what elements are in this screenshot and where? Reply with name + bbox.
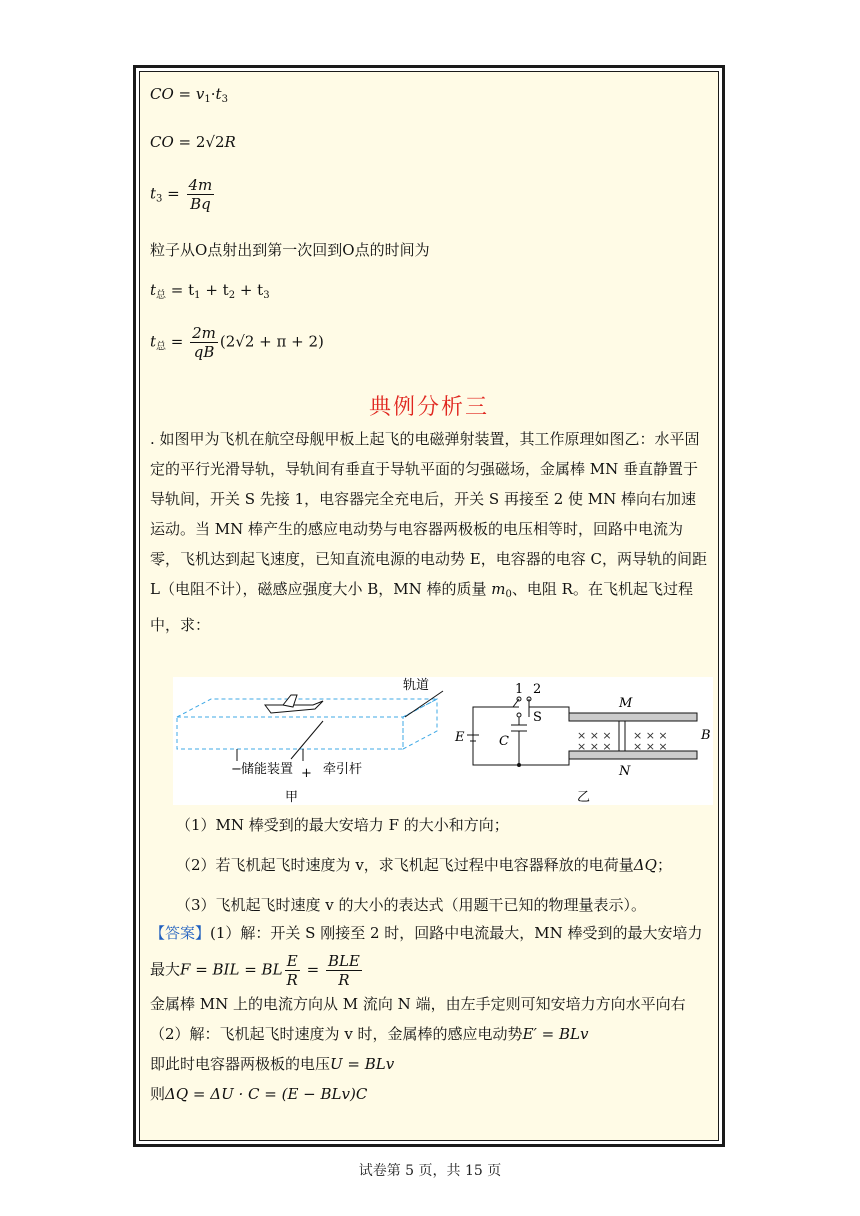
label-plus: + [301, 766, 312, 781]
field-symbols-2: × × × [577, 740, 612, 753]
eq-co-v1t3: CO = $v_1\cdot t_3$ [150, 85, 228, 105]
answer-2: （2）解：飞机起飞时速度为 v 时，金属棒的感应电动势E′ = BLv [150, 1025, 589, 1043]
answer-1-direction: 金属棒 MN 上的电流方向从 M 流向 N 端，由左手定则可知安培力方向水平向右 [150, 995, 686, 1013]
label-2: 2 [533, 682, 542, 697]
problem-text: . 如图甲为飞机在航空母舰甲板上起飞的电磁弹射装置，其工作原理如图乙：水平固定的平行光滑导轨，导轨间有垂直于导轨平面的匀强磁场，金属棒 MN 垂直静置于导轨间，开关 S 先接 1，电容器完全充电后，开关 S 再接至 2 使 MN 棒向右加速运动。当 MN 棒产生的感应电动势与电容器两极板的电压相等时，回路中电流为零，飞机达到起飞速度，已知直流电源的电动势 E，电容器的电容 C，两导轨的间距 L（电阻不计），磁感应强度大小 B，MN 棒的质量 $m_0$、电阻 R。在飞机起飞过程中，求： [150, 430, 707, 634]
answer-1-formula: 最大F = BIL = BL $\frac{E}{R}$ = $\frac{\text{BLE}}{R}$ [150, 952, 360, 989]
question-1: （1）MN 棒受到的最大安培力 F 的大小和方向； [176, 816, 509, 834]
label-minus: − [231, 762, 242, 777]
label-c: C [499, 734, 509, 749]
rod-line [291, 721, 323, 759]
label-n: N [619, 764, 631, 779]
label-b: B [701, 728, 711, 743]
field-symbols-4: × × × [633, 740, 668, 753]
answer-2-charge: 则ΔQ = ΔU · C = (E − BLv)C [150, 1085, 368, 1103]
eq-t-total: $t_总 = t_1 + t_2 + t_3$ [150, 281, 270, 301]
problem-figure [173, 677, 713, 805]
label-s: S [533, 710, 542, 725]
label-yi: 乙 [577, 790, 591, 805]
answer [150, 918, 708, 1109]
page-footer: 试卷第 5 页，共 15 页 [358, 1163, 502, 1179]
label-track: 轨道 [403, 678, 430, 693]
field-symbols: × × × [577, 729, 612, 742]
answer-2-voltage: 即此时电容器两极板的电压U = BLv [150, 1055, 395, 1073]
section-heading: 典例分析三 [368, 395, 489, 420]
field-symbols-3: × × × [633, 729, 668, 742]
content-inner [139, 71, 719, 1141]
label-storage: 储能装置 [241, 762, 294, 777]
text-time: 粒子从O点射出到第一次回到O点的时间为 [150, 241, 430, 259]
answer-1: 【答案】(1）解：开关 S 刚接至 2 时，回路中电流最大，MN 棒受到的最大安培力 [150, 924, 703, 942]
eq-co-2sqrt2r: CO = 2√2R [150, 133, 236, 151]
label-1: 1 [515, 682, 524, 697]
label-rod: 牵引杆 [323, 762, 363, 777]
questions [150, 810, 708, 920]
label-jia: 甲 [285, 790, 299, 805]
eq-t-total-2: $t_总$ = $\frac{2m}{qB}$ (2√2 + π + 2) [150, 324, 324, 361]
question-3: （3）飞机起飞时速度 v 的大小的表达式（用题干已知的物理量表示）。 [176, 896, 647, 914]
label-m: M [619, 696, 633, 711]
junction-dot [517, 763, 521, 767]
eq-t3: $t_3$ = $\frac{4m}{Bq}$ [150, 176, 213, 213]
question-2: （2）若飞机起飞时速度为 v，求飞机起飞过程中电容器释放的电荷量ΔQ； [176, 856, 672, 874]
figure-svg [173, 677, 713, 805]
label-e: E [455, 730, 465, 745]
content-frame [133, 65, 725, 1147]
